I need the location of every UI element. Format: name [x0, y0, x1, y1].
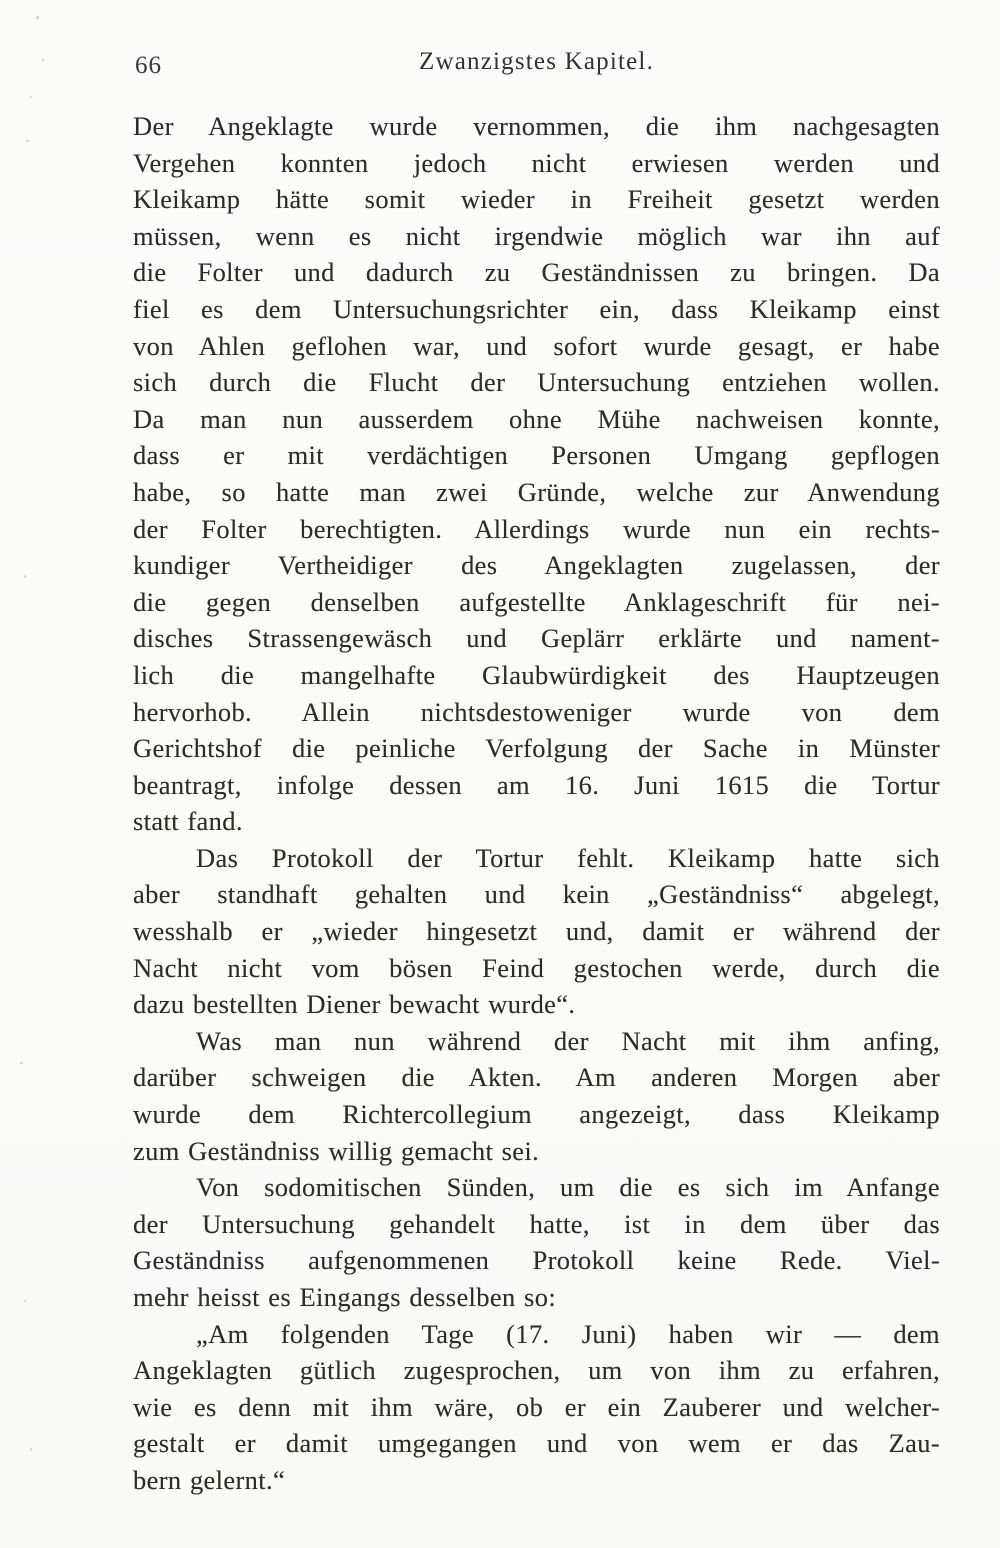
page-number: 66	[135, 52, 162, 79]
text-line: der Untersuchung gehandelt hatte, ist in dem über das	[133, 1208, 940, 1239]
text-line: disches Strassengewäsch und Geplärr erklärte und nament-	[133, 623, 940, 654]
text-line: Vergehen konnten jedoch nicht erwiesen werden und	[133, 147, 940, 178]
paragraph	[133, 1169, 940, 1315]
text-line: kundiger Vertheidiger des Angeklagten zugelassen, der	[133, 550, 940, 581]
text-line: Angeklagten gütlich zugesprochen, um von ihm zu erfahren,	[133, 1355, 940, 1386]
text-column	[133, 48, 940, 1499]
text-line: mehr heisst es Eingangs desselben so:	[133, 1282, 557, 1312]
text-line: Gerichtshof die peinliche Verfolgung der Sache in Münster	[133, 733, 940, 764]
text-line: Kleikamp hätte somit wieder in Freiheit gesetzt werden	[133, 184, 940, 215]
scan-speck	[20, 1062, 23, 1064]
text-line: wurde dem Richtercollegium angezeigt, dass Kleikamp	[133, 1099, 940, 1130]
text-line: dazu bestellten Diener bewacht wurde“.	[133, 989, 576, 1020]
text-line: müssen, wenn es nicht irgendwie möglich war ihn auf	[133, 220, 940, 251]
paragraph	[133, 108, 940, 840]
text-line: gestalt er damit umgegangen und von wem er das Zau-	[133, 1428, 940, 1459]
text-line: Nacht nicht vom bösen Feind gestochen werde, durch die	[133, 952, 940, 983]
text-line: Da man nun ausserdem ohne Mühe nachweisen konnte,	[133, 403, 940, 434]
text-line: aber standhaft gehalten und kein „Geständniss“ abgelegt,	[133, 879, 940, 910]
running-header: Zwanzigstes Kapitel.	[418, 48, 655, 75]
text-line: beantragt, infolge dessen am 16. Juni 1615 die Tortur	[133, 769, 940, 800]
text-line: der Folter berechtigten. Allerdings wurde nun ein rechts-	[133, 513, 940, 544]
text-line: fiel es dem Untersuchungsrichter ein, dass Kleikamp einst	[133, 293, 940, 324]
text-line: „Am folgenden Tage (17. Juni) haben wir — dem	[196, 1318, 940, 1349]
page-body-text	[133, 108, 940, 1499]
text-line: Das Protokoll der Tortur fehlt. Kleikamp hatte sich	[196, 842, 940, 873]
text-line: Was man nun während der Nacht mit ihm anfing,	[196, 1025, 940, 1056]
page-header	[133, 48, 940, 82]
text-line: sich durch die Flucht der Untersuchung entziehen wollen.	[133, 367, 940, 398]
scan-speck	[42, 58, 44, 62]
paragraph	[133, 840, 940, 1023]
scan-speck	[24, 1300, 26, 1302]
text-line: wesshalb er „wieder hingesetzt und, damit er während der	[133, 916, 940, 947]
text-line: die Folter und dadurch zu Geständnissen zu bringen. Da	[133, 257, 940, 288]
text-line: die gegen denselben aufgestellte Anklageschrift für nei-	[133, 586, 940, 617]
scan-speck	[26, 140, 29, 142]
text-line: Geständniss aufgenommenen Protokoll keine Rede. Viel-	[133, 1245, 940, 1276]
scan-speck	[24, 575, 26, 578]
text-line: hervorhob. Allein nichtsdestoweniger wurde von dem	[133, 696, 940, 727]
text-line: bern gelernt.“	[133, 1464, 286, 1495]
paragraph	[133, 1316, 940, 1499]
text-line: Der Angeklagte wurde vernommen, die ihm nachgesagten	[133, 111, 940, 141]
scan-speck	[30, 96, 32, 98]
text-line: statt fand.	[133, 806, 243, 837]
text-line: von Ahlen geflohen war, und sofort wurde gesagt, er habe	[133, 330, 940, 361]
text-line: darüber schweigen die Akten. Am anderen Morgen aber	[133, 1062, 940, 1093]
paragraph	[133, 1023, 940, 1169]
scan-speck	[36, 16, 39, 19]
text-line: wie es denn mit ihm wäre, ob er ein Zauberer und welcher-	[133, 1391, 940, 1422]
text-line: Von sodomitischen Sünden, um die es sich im Anfange	[196, 1172, 940, 1203]
text-line: zum Geständniss willig gemacht sei.	[133, 1135, 540, 1166]
text-line: dass er mit verdächtigen Personen Umgang gepflogen	[133, 440, 940, 471]
text-line: habe, so hatte man zwei Gründe, welche zur Anwendung	[133, 476, 940, 507]
text-line: lich die mangelhafte Glaubwürdigkeit des Hauptzeugen	[133, 659, 940, 690]
scan-speck	[30, 1448, 32, 1451]
